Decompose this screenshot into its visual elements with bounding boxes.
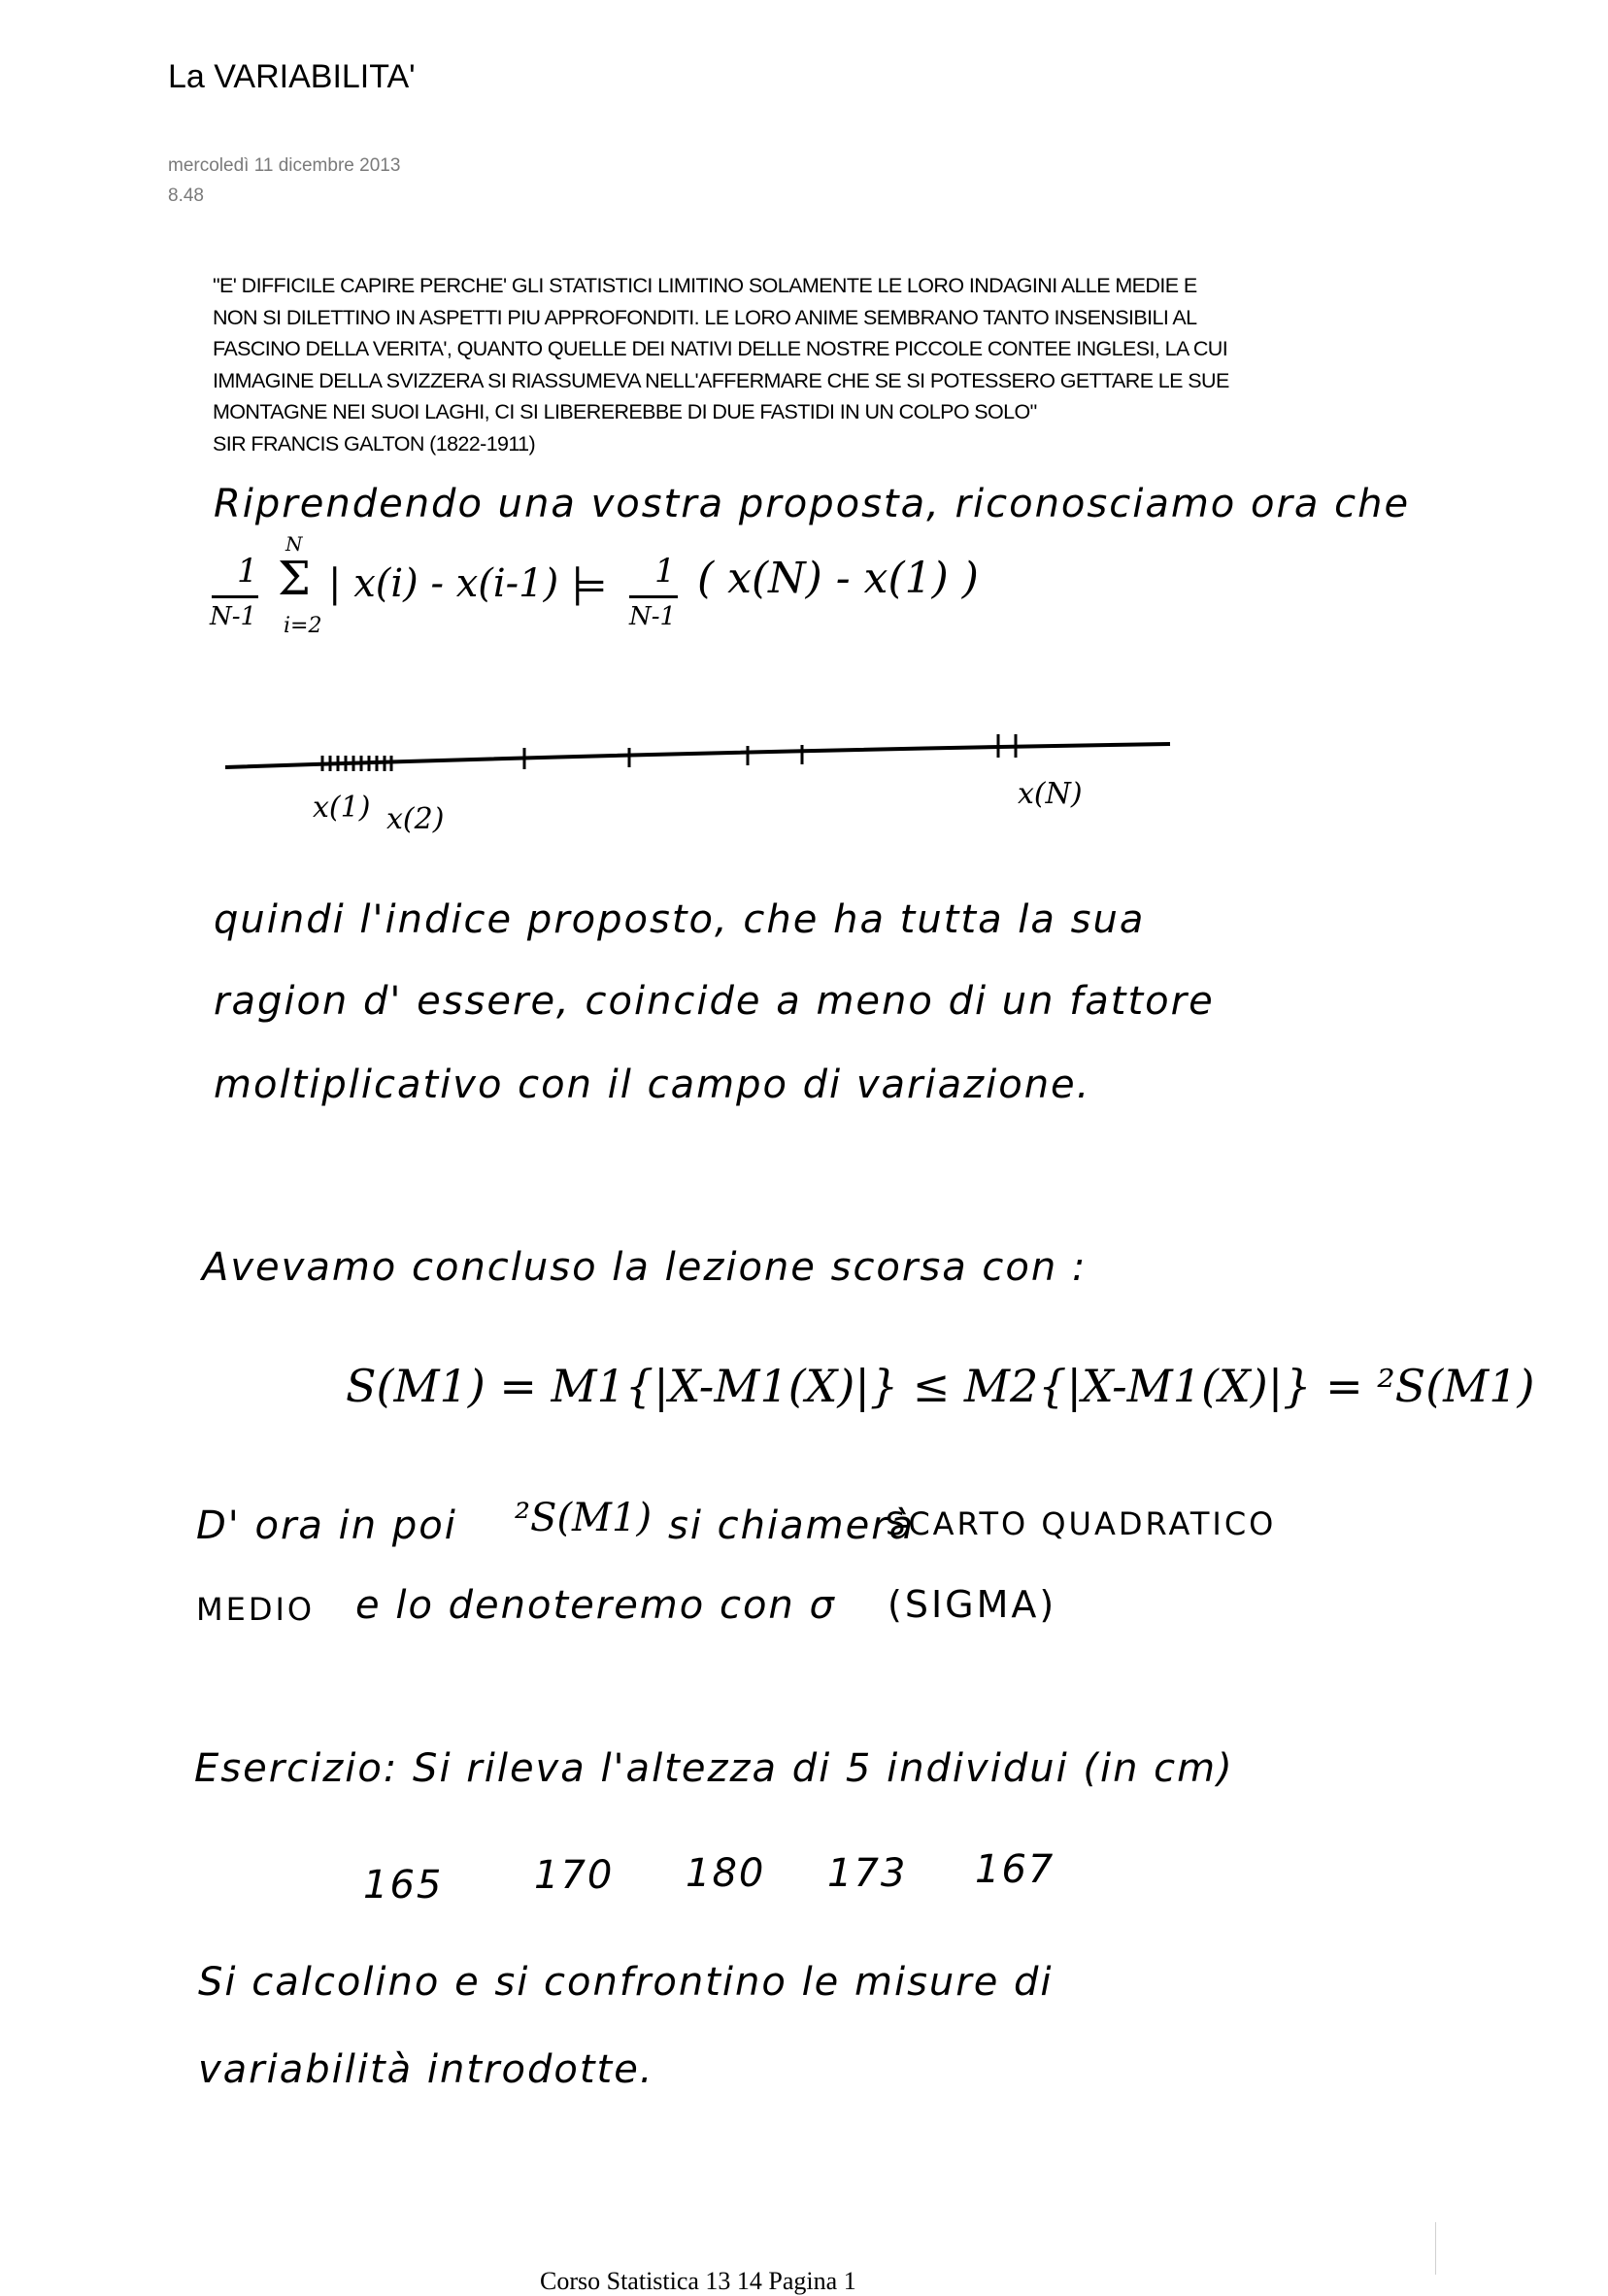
value-1: 165 xyxy=(363,1863,444,1908)
label-x1: x(1) xyxy=(313,791,371,825)
value-3: 180 xyxy=(686,1851,766,1896)
note-para-1-line-3: moltiplicativo con il campo di variazione. xyxy=(214,1063,1091,1107)
note-line-3-prefix: D' ora in poi xyxy=(196,1503,457,1548)
label-xN: x(N) xyxy=(1018,777,1083,811)
page-footer: Corso Statistica 13 14 Pagina 1 xyxy=(540,2267,856,2295)
quote-line: IMMAGINE DELLA SVIZZERA SI RIASSUMEVA NELL'AFFERMARE CHE SE SI POTESSERO GETTARE LE SUE xyxy=(213,368,1229,392)
formula1-sum-bottom: i=2 xyxy=(284,614,322,638)
page-date: mercoledì 11 dicembre 2013 xyxy=(168,155,401,176)
note-line-4-rest: e lo denoteremo con σ xyxy=(355,1583,836,1628)
note-line-4-caps: MEDIO xyxy=(196,1591,316,1628)
formula1-body: | x(i) - x(i-1) | xyxy=(328,561,585,606)
formula1-right-num: 1 xyxy=(654,552,676,591)
quote-line: FASCINO DELLA VERITA', QUANTO QUELLE DEI NATIVI DELLE NOSTRE PICCOLE CONTEE INGLESI, LA CUI xyxy=(213,337,1228,360)
quote-line: NON SI DILETTINO IN ASPETTI PIU APPROFONDITI. LE LORO ANIME SEMBRANO TANTO INSENSIBILI AL xyxy=(213,305,1197,329)
quote-line: "E' DIFFICILE CAPIRE PERCHE' GLI STATISTICI LIMITINO SOLAMENTE LE LORO INDAGINI ALLE MEDIE E xyxy=(213,274,1197,297)
note-line-3-caps: SCARTO QUADRATICO xyxy=(886,1505,1277,1542)
formula1-right-body: ( x(N) - x(1) ) xyxy=(697,554,979,603)
quote-attribution: SIR FRANCIS GALTON (1822-1911) xyxy=(213,431,536,456)
page-time: 8.48 xyxy=(168,186,204,206)
value-5: 167 xyxy=(975,1847,1055,1892)
page-title: La VARIABILITA' xyxy=(168,58,416,95)
value-4: 173 xyxy=(827,1851,908,1896)
formula-inequality: S(M1) = M1{|X-M1(X)|} ≤ M2{|X-M1(X)|} = ²S(M1) xyxy=(346,1360,1535,1412)
formula1-left-den: N-1 xyxy=(210,602,257,631)
formula1-sum-symbol: Σ xyxy=(278,552,311,606)
formula1-sum-top: N xyxy=(285,532,303,556)
number-line-sketch xyxy=(0,0,1608,874)
note-para-1-line-1: quindi l'indice proposto, che ha tutta la sua xyxy=(214,897,1146,942)
note-line-3-mid: si chiamerà xyxy=(668,1503,916,1548)
formula1-right-den: N-1 xyxy=(629,602,677,631)
note-line-1: Riprendendo una vostra proposta, riconosciamo ora che xyxy=(214,482,1411,526)
note-line-2: Avevamo concluso la lezione scorsa con : xyxy=(202,1245,1088,1290)
formula1-equals: = xyxy=(575,563,608,608)
note-line-3-symbol: ²S(M1) xyxy=(515,1496,653,1540)
label-x2: x(2) xyxy=(386,802,445,836)
quote-line: MONTAGNE NEI SUOI LAGHI, CI SI LIBEREREBBE DI DUE FASTIDI IN UN COLPO SOLO" xyxy=(213,400,1037,423)
closing-line-1: Si calcolino e si confrontino le misure di xyxy=(198,1960,1054,2005)
closing-line-2: variabilità introdotte. xyxy=(198,2047,654,2092)
number-line xyxy=(225,744,1170,767)
note-para-1-line-2: ragion d' essere, coincide a meno di un fattore xyxy=(214,979,1215,1024)
exercise-line: Esercizio: Si rileva l'altezza di 5 individui (in cm) xyxy=(194,1746,1234,1791)
note-line-4-paren: (SIGMA) xyxy=(888,1583,1057,1626)
formula1-left-num: 1 xyxy=(237,552,258,591)
footer-divider xyxy=(1435,2222,1436,2275)
value-2: 170 xyxy=(534,1853,615,1898)
